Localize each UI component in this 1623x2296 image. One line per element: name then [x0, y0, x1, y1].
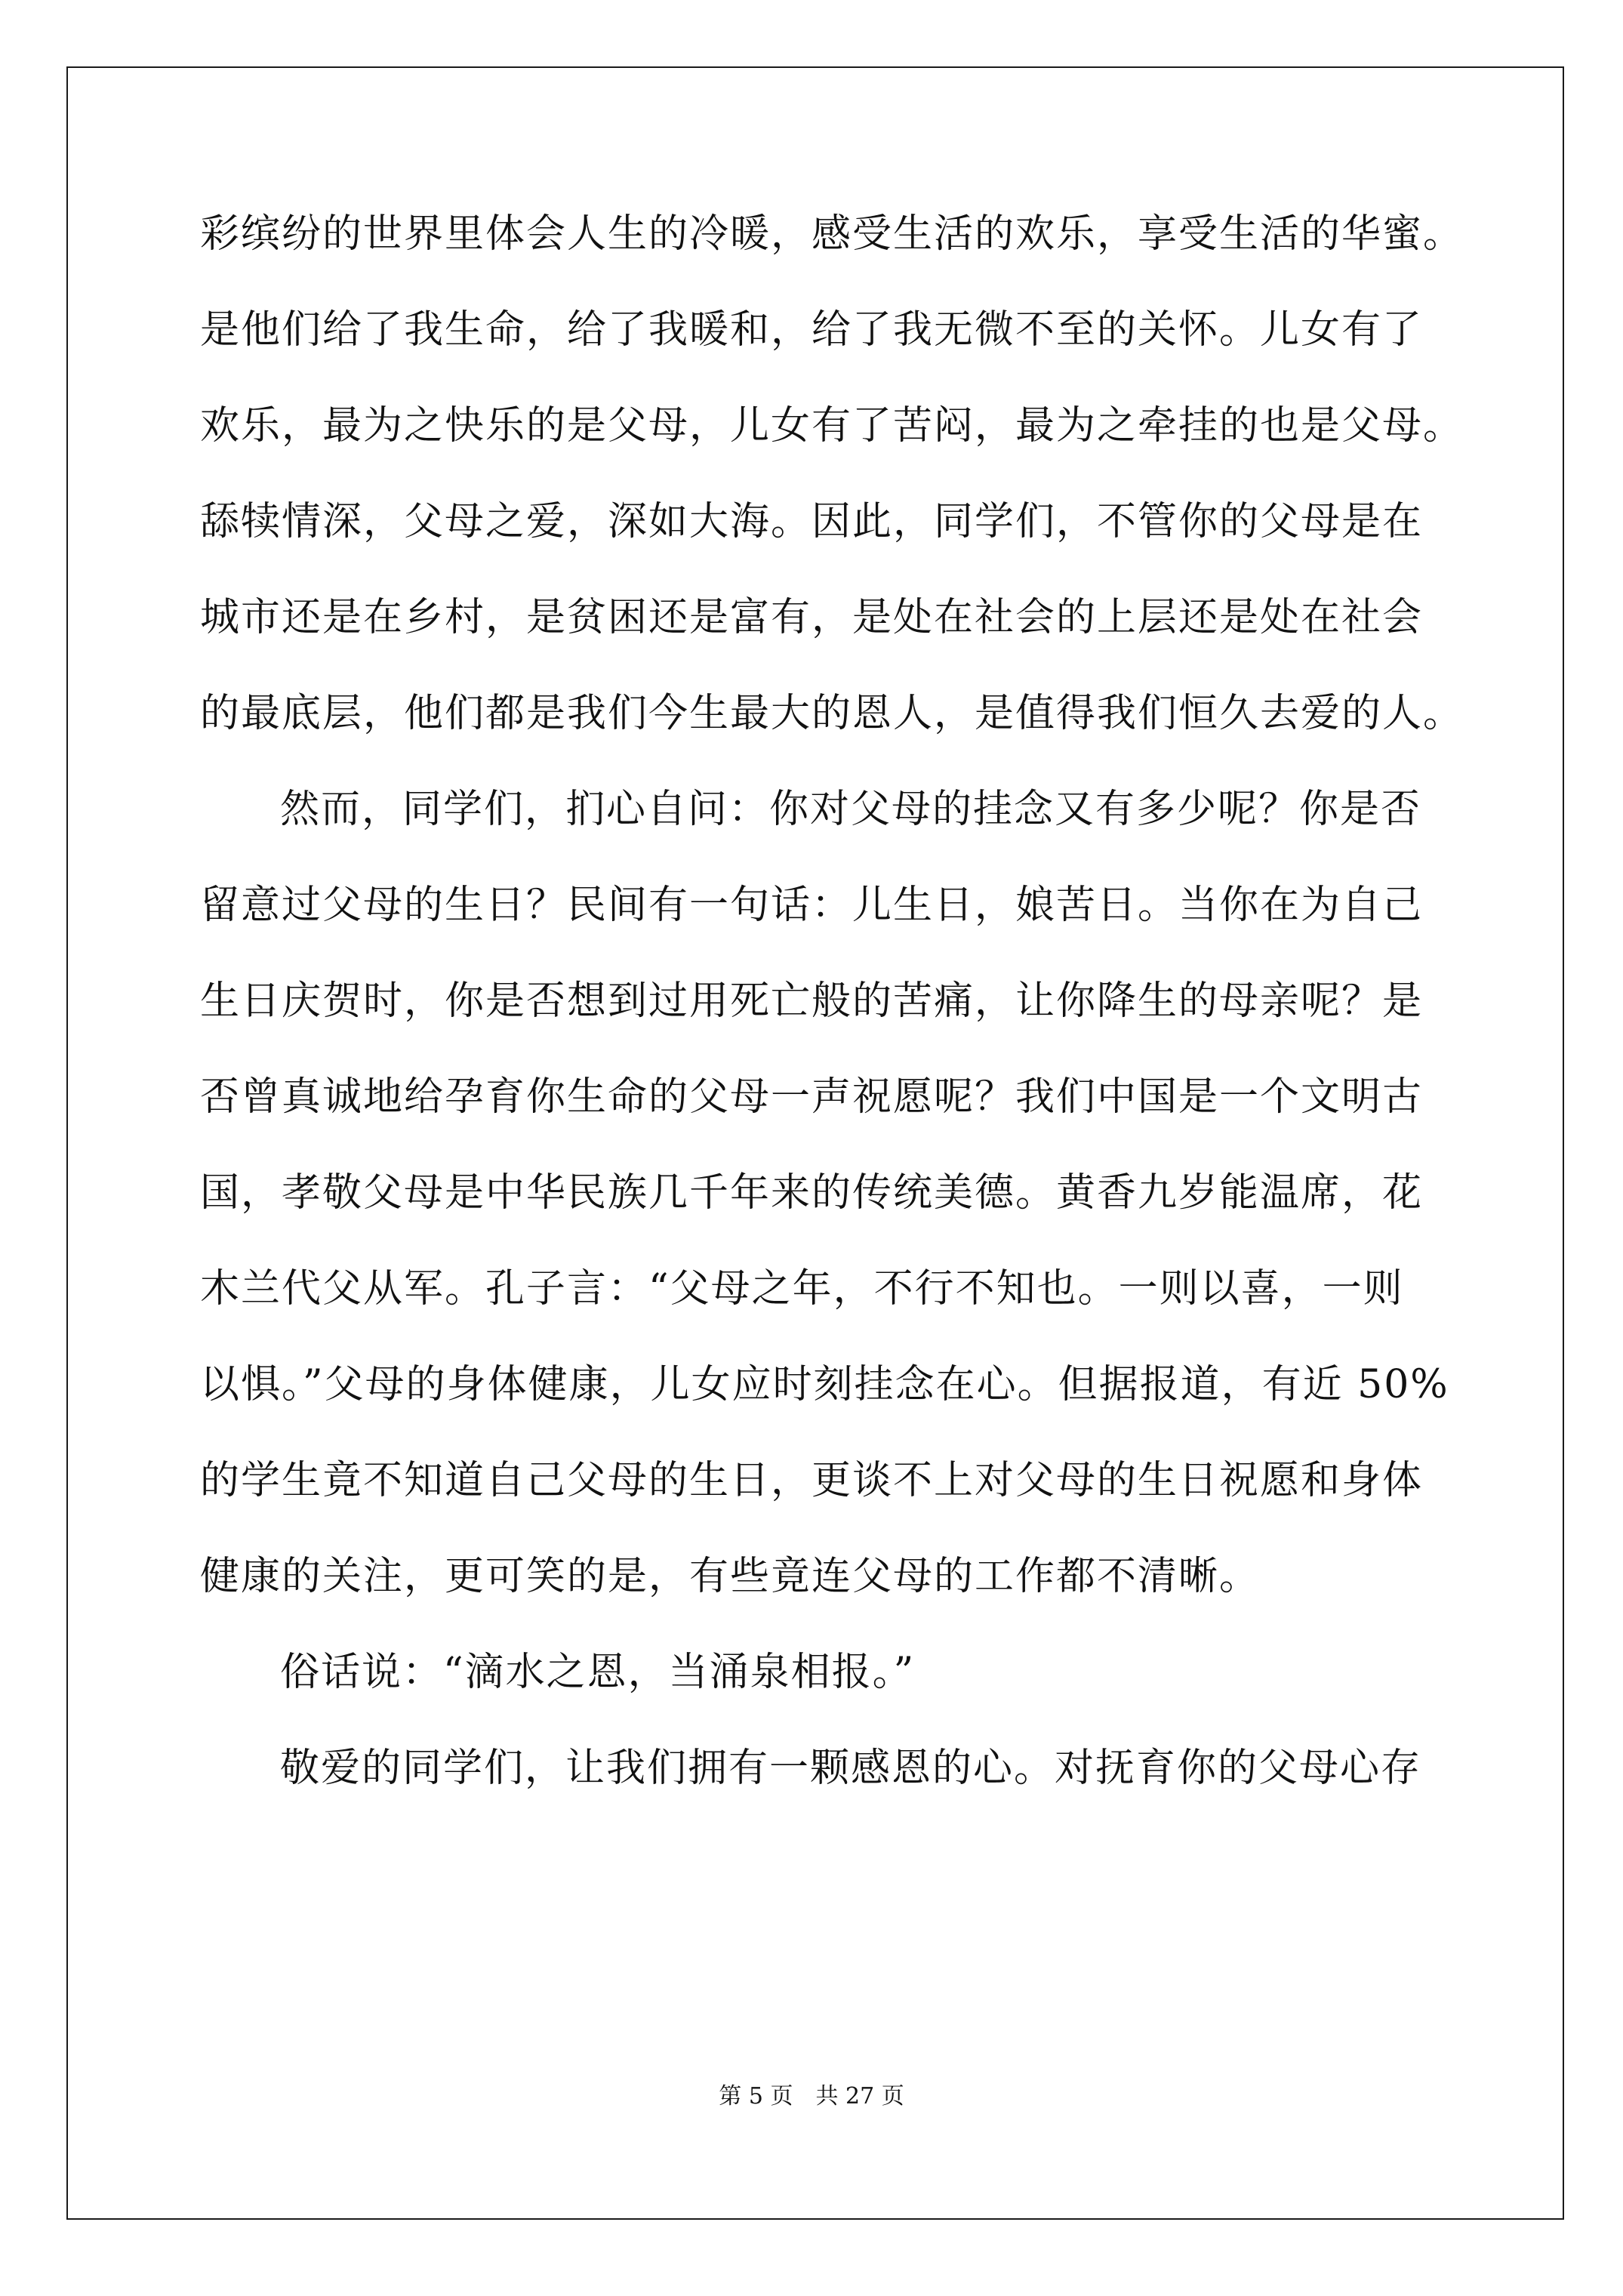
text-line-9: 生日庆贺时，你是否想到过用死亡般的苦痛，让你降生的母亲呢？是 — [200, 978, 1424, 1024]
text-line-13: 以惧。”父母的身体健康，儿女应时刻挂念在心。但据报道，有近 50% — [200, 1362, 1449, 1407]
text-line-11: 国，孝敬父母是中华民族几千年来的传统美德。黄香九岁能温席，花 — [200, 1170, 1424, 1216]
current-page-number: 第 5 页 — [719, 2083, 793, 2110]
text-line-17: 敬爱的同学们，让我们拥有一颗感恩的心。对抚育你的父母心存 — [280, 1746, 1422, 1791]
document-body — [200, 211, 1464, 1845]
text-line-10: 否曾真诚地给孕育你生命的父母一声祝愿呢？我们中国是一个文明古 — [200, 1074, 1424, 1120]
text-line-16: 俗话说：“滴水之恩，当涌泉相报。” — [280, 1650, 916, 1695]
text-line-6: 的最底层，他们都是我们今生最大的恩人，是值得我们恒久去爱的人。 — [200, 691, 1464, 736]
total-page-count: 共 27 页 — [815, 2083, 904, 2110]
text-line-2: 是他们给了我生命，给了我暖和，给了我无微不至的关怀。儿女有了 — [200, 307, 1424, 353]
text-line-14: 的学生竟不知道自己父母的生日，更谈不上对父母的生日祝愿和身体 — [200, 1458, 1424, 1503]
text-line-8: 留意过父母的生日？民间有一句话：儿生日，娘苦日。当你在为自己 — [200, 883, 1424, 928]
text-line-4: 舔犊情深，父母之爱，深如大海。因此，同学们，不管你的父母是在 — [200, 499, 1424, 544]
text-line-1: 彩缤纷的世界里体会人生的冷暖，感受生活的欢乐，享受生活的华蜜。 — [200, 211, 1464, 257]
text-line-15: 健康的关注，更可笑的是，有些竟连父母的工作都不清晰。 — [200, 1554, 1261, 1599]
text-line-3: 欢乐，最为之快乐的是父母，儿女有了苦闷，最为之牵挂的也是父母。 — [200, 403, 1464, 448]
text-line-5: 城市还是在乡村，是贫困还是富有，是处在社会的上层还是处在社会 — [200, 595, 1424, 640]
text-line-7: 然而，同学们，扪心自问：你对父母的挂念又有多少呢？你是否 — [280, 787, 1422, 832]
page-footer — [0, 2084, 1623, 2110]
text-line-12: 木兰代父从军。孔子言：“父母之年，不行不知也。一则以喜，一则 — [200, 1266, 1404, 1311]
